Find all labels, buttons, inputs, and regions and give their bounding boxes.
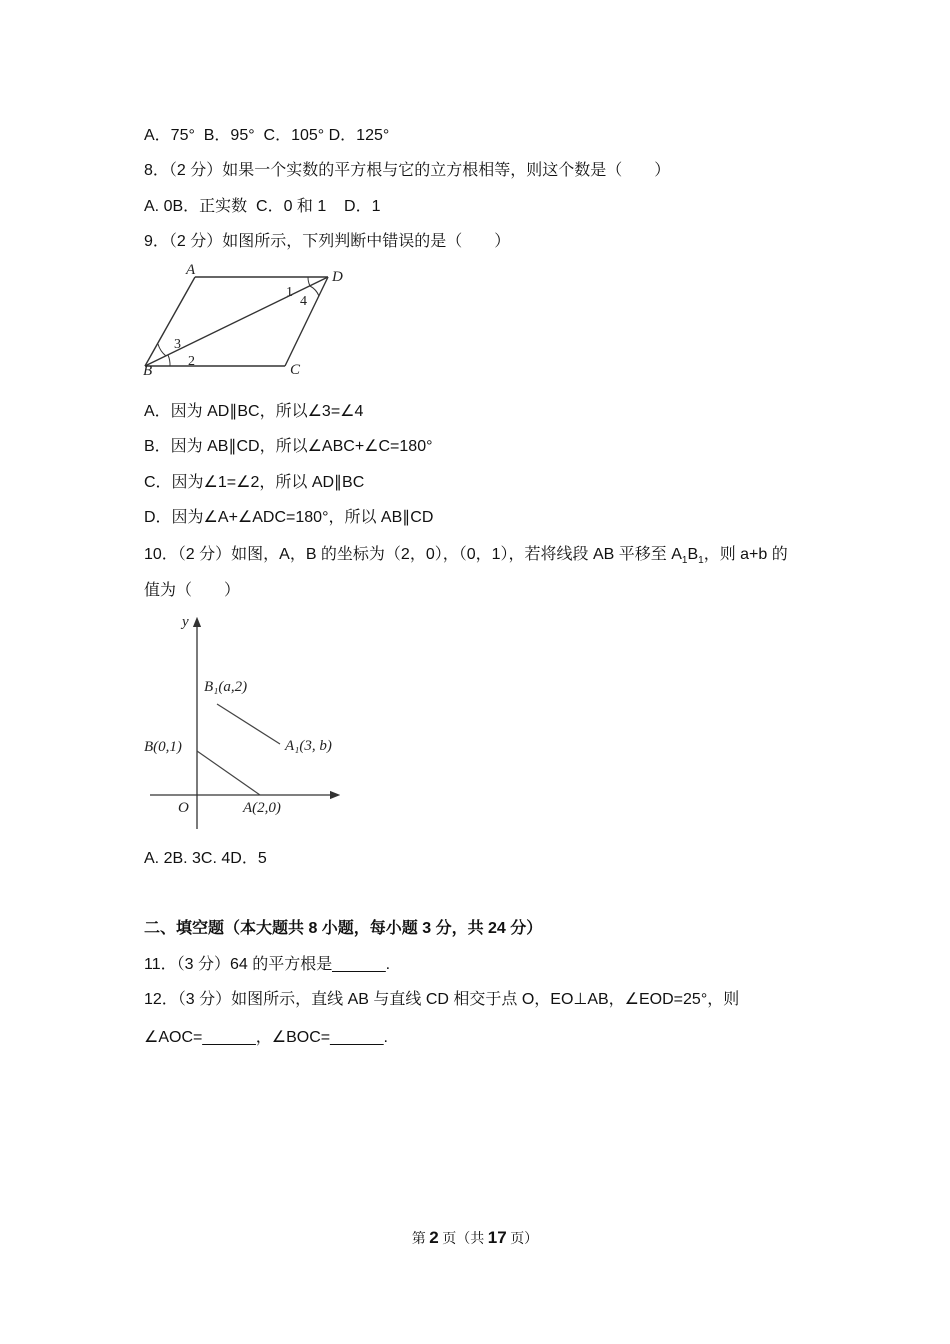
diagonal-BD: [145, 277, 328, 366]
q9-parallelogram-figure: [140, 262, 350, 380]
footer-total-pages: 17: [487, 1228, 507, 1247]
label-origin: O: [178, 800, 189, 816]
q10-stem-sub2: 1: [698, 555, 704, 567]
q12-line2: ∠AOC=______，∠BOC=______.: [144, 1029, 388, 1046]
section-2-heading: 二、填空题（本大题共 8 小题，每小题 3 分，共 24 分）: [144, 920, 543, 937]
footer-suffix: 页）: [506, 1232, 539, 1247]
q9-option-c: C．因为∠1=∠2，所以 AD∥BC: [144, 474, 365, 491]
q10-stem-part1: 10．（2 分）如图，A，B 的坐标为（2，0），（0，1），若将线段 AB 平移至 A: [144, 546, 682, 563]
q8-options: A. 0B．正实数 C．0 和 1 D．1: [144, 198, 381, 215]
arc-angle-1: [308, 277, 310, 286]
label-A1: A₁(3, b): [285, 738, 332, 754]
label-C: C: [290, 362, 301, 378]
q9-option-d: D．因为∠A+∠ADC=180°，所以 AB∥CD: [144, 509, 434, 526]
q10-coordinate-figure: [140, 612, 370, 834]
label-B1: B₁(a,2): [204, 679, 248, 695]
q10-stem: [144, 545, 788, 571]
q9-option-a: A．因为 AD∥BC，所以∠3=∠4: [144, 403, 364, 420]
label-A: A: [186, 262, 196, 278]
label-angle-3: 3: [174, 337, 181, 352]
q12-line1: 12．（3 分）如图所示，直线 AB 与直线 CD 相交于点 O，EO⊥AB，∠EOD=25°，则: [144, 991, 740, 1008]
q11-stem: 11．（3 分）64 的平方根是______.: [144, 956, 391, 973]
label-y: y: [182, 614, 189, 630]
q10-stem-part2: B: [687, 546, 699, 563]
q9-stem: 9．（2 分）如图所示，下列判断中错误的是（ ）: [144, 233, 511, 250]
segment-A1B1: [217, 704, 280, 744]
q9-option-b: B．因为 AB∥CD，所以∠ABC+∠C=180°: [144, 438, 433, 455]
label-angle-1: 1: [286, 285, 293, 300]
q8-stem: 8．（2 分）如果一个实数的平方根与它的立方根相等，则这个数是（ ）: [144, 162, 671, 179]
label-D: D: [332, 269, 343, 285]
page-footer: [0, 1228, 950, 1248]
label-B: B(0,1): [144, 739, 182, 755]
footer-prefix: 第: [411, 1232, 430, 1247]
arc-angle-2: [168, 355, 170, 366]
segment-AB: [197, 751, 260, 795]
label-angle-4: 4: [300, 294, 307, 309]
side-AB: [145, 277, 195, 366]
arc-angle-3: [158, 344, 166, 356]
label-B: B: [143, 363, 153, 379]
arc-angle-4: [310, 286, 319, 296]
q10-options: A. 2B. 3C. 4D．5: [144, 850, 267, 867]
label-angle-2: 2: [188, 354, 195, 369]
footer-mid: 页（共: [438, 1232, 488, 1247]
q10-stem-part3: ，则 a+b 的: [703, 546, 788, 563]
q10-stem-line2: 值为（ ）: [144, 582, 241, 599]
q7-options: A．75° B．95° C．105° D．125°: [144, 127, 390, 144]
label-A: A(2,0): [243, 800, 281, 816]
footer-page-number: 2: [429, 1228, 439, 1247]
q10-stem-sub1: 1: [681, 555, 688, 567]
